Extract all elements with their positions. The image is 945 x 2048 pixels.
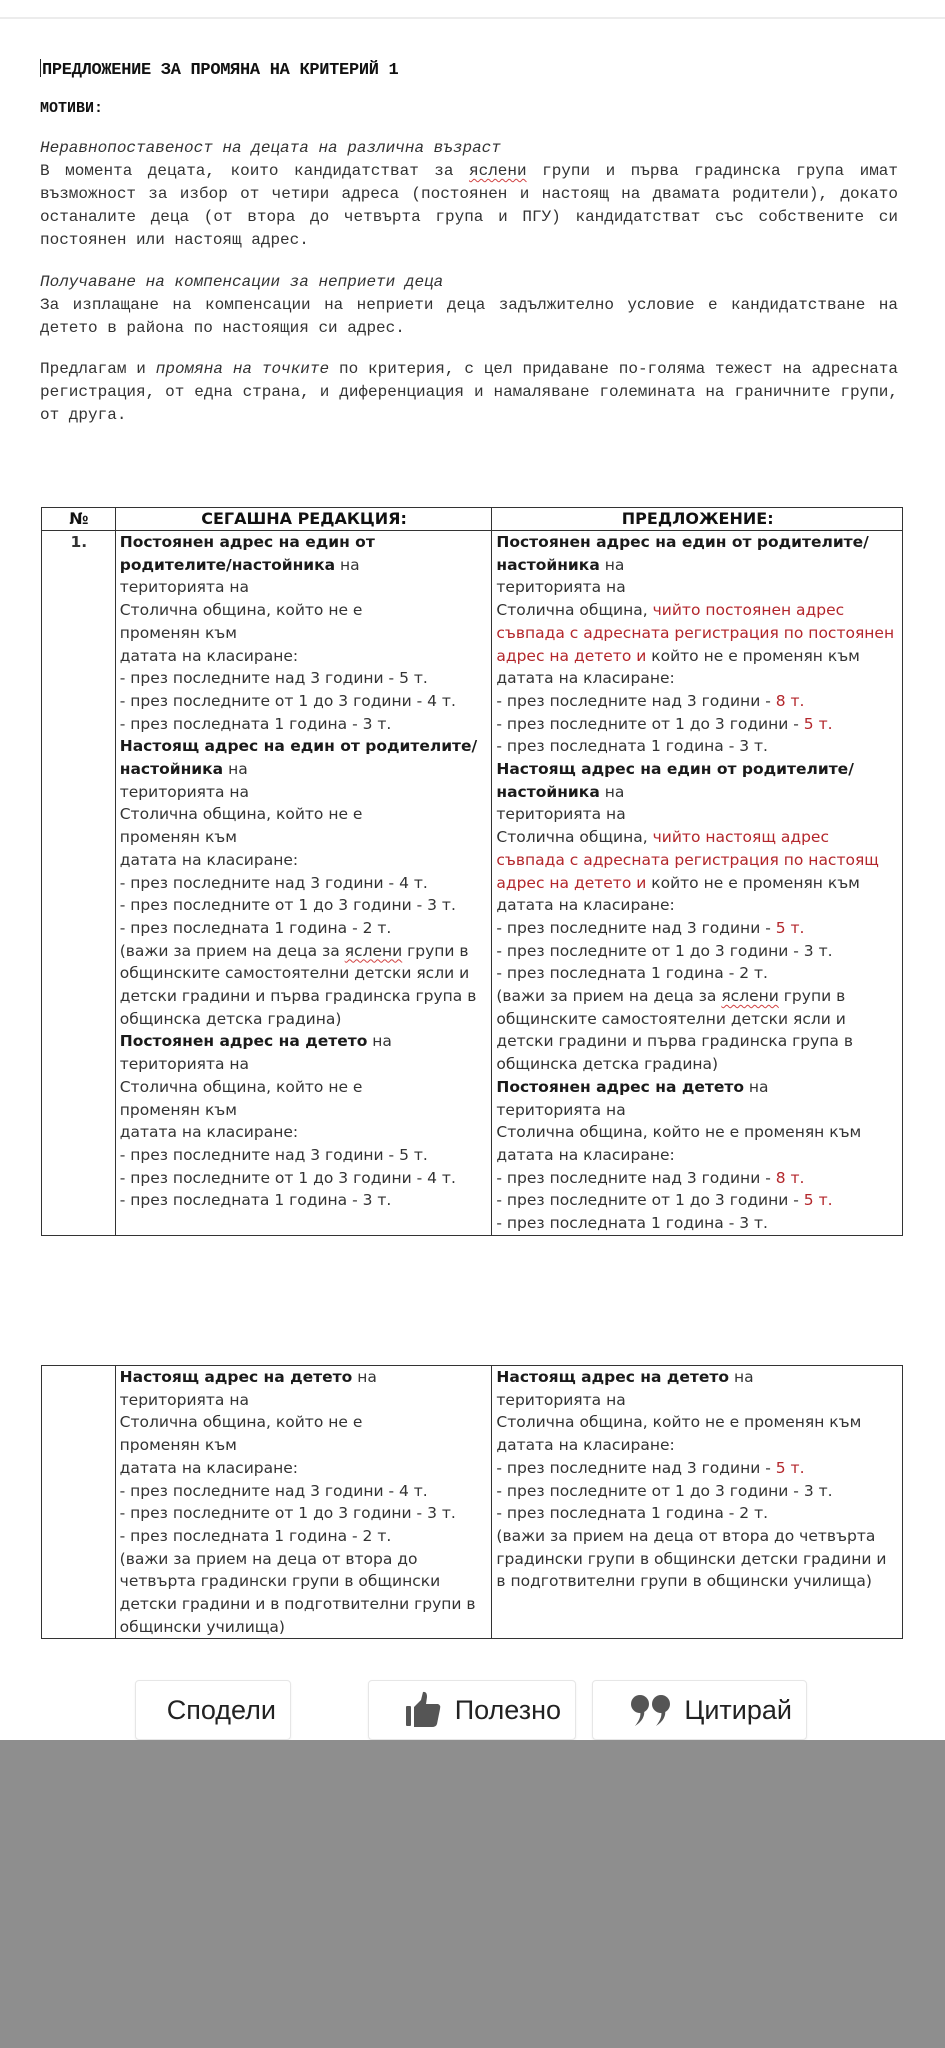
text-caret — [40, 59, 41, 77]
points-changed: 5 т. — [803, 1191, 833, 1210]
points-changed: 5 т. — [775, 1458, 805, 1477]
proposal-cell — [492, 531, 903, 1236]
table-header-row — [42, 508, 903, 531]
quote-label: Цитирай — [684, 1694, 792, 1725]
proposal-cell — [492, 1366, 903, 1639]
spellcheck-flagged-word: яслени — [469, 162, 527, 180]
current-block-child-permanent: Постоянен адрес на детето на територията на Столична община, който не е променян към датата на класиране: - през последните над 3 години - 5 т. - през последните от 1 до 3 години - 4 т. - през последната 1 година - 3 т. — [119, 1032, 456, 1210]
current-block-parent-permanent: Постоянен адрес на един от родителите/настойника на територията на Столична община, който не е променян към датата на класиране: - през последните над 3 години - 5 т. - през последните от 1 до 3 години - 4 т. - през последната 1 година - 3 т. — [119, 533, 456, 733]
top-bar — [0, 0, 945, 19]
share-button[interactable] — [135, 1680, 291, 1740]
points-changed: 5 т. — [775, 918, 805, 937]
useful-label: Полезно — [454, 1694, 561, 1725]
header-current: СЕГАШНА РЕДАКЦИЯ: — [115, 508, 492, 531]
post-actions-bar — [0, 1680, 945, 1740]
share-label: Сподели — [166, 1694, 276, 1725]
motive-paragraph-2: Получаване на компенсации за неприети деца За изплащане на компенсации на неприети деца задължително условие е кандидатстване на детето в района по настоящия си адрес. — [40, 273, 898, 337]
bottom-overlay — [0, 1740, 945, 2048]
row-number-empty — [42, 1366, 116, 1639]
table-row — [42, 1366, 903, 1639]
proposal-change-text: чийто постоянен адрес съвпада с адресната регистрация по постоянен адрес на детето и — [496, 601, 895, 665]
thumbs-up-icon — [403, 1690, 443, 1730]
comparison-table-continued — [41, 1365, 903, 1639]
points-changed: 8 т. — [775, 1168, 805, 1187]
table-row — [42, 531, 903, 1236]
proposal-block-parent-permanent: Постоянен адрес на един от родителите/настойника на територията на Столична община, чийто постоянен адрес съвпада с адресната регистрация по постоянен адрес на детето и който не е променян към датата на класиране: - през последните над 3 години - 8 т. - през последните от 1 до 3 години - 5 т. - през последната 1 година - 3 т. — [496, 533, 895, 756]
quote-icon — [630, 1693, 672, 1727]
comparison-table — [41, 507, 903, 1236]
row-number: 1. — [42, 531, 116, 1236]
proposal-block-parent-current: Настоящ адрес на един от родителите/настойника на територията на Столична община, чийто настоящ адрес съвпада с адресната регистрация по настоящ адрес на детето и който не е променян към датата на класиране: - през последните над 3 години - 5 т. - през последните от 1 до 3 години - 3 т. - през последната 1 година - 2 т. (важи за прием на деца за яслени групи в общинските самостоятелни детски ясли и детски градини и първа градинска група в общинска детска градина) — [496, 760, 879, 1074]
proposal-change-text: чийто настоящ адрес съвпада с адресната регистрация по настоящ адрес на детето и — [496, 828, 879, 892]
motive-paragraph-3: Предлагам и промяна на точките по критерия, с цел придаване по-голяма тежест на адресната регистрация, от една страна, и диференциация и намаляване големината на граничните групи, от друга. — [40, 360, 898, 424]
points-changed: 8 т. — [775, 691, 805, 710]
document-title: ПРЕДЛОЖЕНИЕ ЗА ПРОМЯНА НА КРИТЕРИЙ 1 — [42, 61, 399, 80]
current-block-parent-current: Настоящ адрес на един от родителите/настойника на територията на Столична община, който не е променян към датата на класиране: - през последните над 3 години - 4 т. - през последните от 1 до 3 години - 3 т. - през последната 1 година - 2 т. (важи за прием на деца за яслени групи в общинските самостоятелни детски ясли и детски градини и първа градинска група в общинска детска градина) — [119, 737, 478, 1028]
useful-button[interactable] — [368, 1680, 576, 1740]
quote-button[interactable] — [592, 1680, 807, 1740]
header-number: № — [42, 508, 116, 531]
current-cell — [115, 531, 492, 1236]
motive-heading: Неравнопоставеност на децата на различна възраст — [40, 139, 501, 157]
motive-heading: Получаване на компенсации за неприети деца — [40, 273, 444, 291]
motive-paragraph-1: Неравнопоставеност на децата на различна възраст В момента децата, които кандидатстват за яслени групи и първа градинска група имат възможност за избор от четири адреса (постоянен и настоящ на двамата родители), докато останалите деца (от втора до четвърта група и ПГУ) кандидатстват със собствените си постоянен или настоящ адрес. — [40, 139, 898, 249]
proposal-block-child-current: Настоящ адрес на детето на територията на Столична община, който не е променян към датата на класиране: - през последните над 3 години - 5 т. - през последните от 1 до 3 години - 3 т. - през последната 1 година - 2 т. (важи за прием на деца от втора до четвърта градински групи в общински детски градини и в подготвителни групи в общински училища) — [496, 1368, 887, 1591]
current-block-child-current: Настоящ адрес на детето на територията на Столична община, който не е променян към датата на класиране: - през последните над 3 години - 4 т. - през последните от 1 до 3 години - 3 т. - през последната 1 година - 2 т. (важи за прием на деца от втора до четвърта градински групи в общински детски градини и в подготвителни групи в общински училища) — [119, 1368, 476, 1636]
header-proposal: ПРЕДЛОЖЕНИЕ: — [492, 508, 903, 531]
points-changed: 5 т. — [803, 714, 833, 733]
proposal-block-child-permanent: Постоянен адрес на детето на територията на Столична община, който не е променян към датата на класиране: - през последните над 3 години - 8 т. - през последните от 1 до 3 години - 5 т. - през последната 1 година - 3 т. — [496, 1077, 862, 1233]
motives-label: МОТИВИ: — [40, 100, 104, 117]
current-cell — [115, 1366, 492, 1639]
